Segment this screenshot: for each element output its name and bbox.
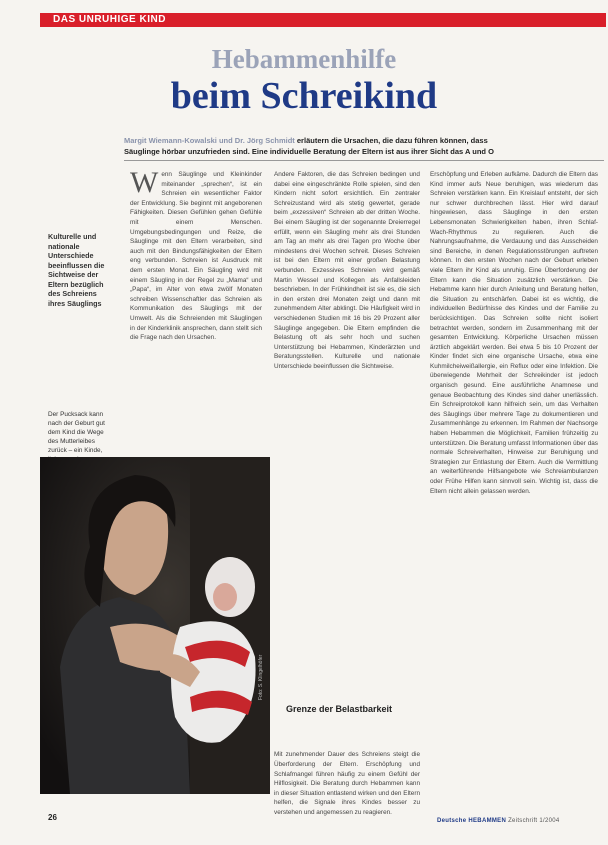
footer-issue: Zeitschrift 1/2004 <box>508 818 560 824</box>
body-text-2b: Mit zunehmender Dauer des Schreiens steigt die Überforderung der Eltern. Erschöpfung und Schlafmangel führen häufig zu einem Gefühl der Hilflosigkeit. Die Beratung durch Hebammen kann in dieser Situation entlastend wirken und den Eltern helfen, die Signale ihres Kindes besser zu verstehen und angemessen zu reagieren. <box>274 751 420 816</box>
title-line-1: Hebammenhilfe <box>211 44 397 74</box>
lead-text: erläutern die Ursachen, die dazu führen können, dass Säuglinge hörbar unzufrieden sind. Eine individuelle Beratung der Eltern ist aus ihrer Sicht das A und O <box>124 136 494 156</box>
sidebar-pull-quote: Kulturelle und nationale Unterschiede beeinflussen die Sichtweise der Eltern bezüglich des Schreiens ihres Säuglings <box>48 232 105 308</box>
footer <box>437 818 560 824</box>
title-line-2: beim Schreikind <box>170 75 438 117</box>
lead-authors: Margit Wiemann-Kowalski und Dr. Jörg Schmidt <box>124 136 295 145</box>
body-column-2 <box>274 170 420 520</box>
body-column-1 <box>130 170 262 458</box>
section-label: DAS UNRUHIGE KIND <box>53 14 166 25</box>
subheading: Grenze der Belastbarkeit <box>286 704 393 714</box>
body-text-3: Erschöpfung und Erleben aufkäme. Dadurch die Eltern das Kind immer aufs Neue beruhigen, was wiederum das Schreien verstärken kann. Ein Kreislauf entsteht, der sich nur schwer durchbrechen lässt. Hier wird darauf hingewiesen, dass Säuglinge in den ersten Lebensmonaten Schwierigkeiten haben, ihren Schlaf-Wach-Rhythmus zu regulieren. Auch die Nahrungsaufnahme, die Verdauung und das Ausscheiden sind Bereiche, in denen Regulationsstörungen auftreten können. In den ersten Wochen nach der Geburt erleben viele Eltern ihr Kind als unruhig. Eine Überforderung der Eltern kann die Situation zusätzlich verstärken. Die Hebamme kann hier durch Anleitung und Beratung helfen, die Situation zu entschärfen. Dabei ist es wichtig, die individuellen Bedürfnisse des Kindes und der Familie zu berücksichtigen. Das Schreien sollte nicht isoliert betrachtet werden, sondern im Zusammenhang mit der gesamten Entwicklung. Körperliche Ursachen müssen ärztlich abgeklärt werden. Bei etwa 5 bis 10 Prozent der Kinder findet sich eine organische Ursache, etwa eine Kuhmilcheiweißallergie, ein Reflux oder eine Infektion. Die überwiegende Mehrheit der Schreikinder ist jedoch organisch gesund. Eine ausführliche Anamnese und genaue Beobachtung des Kindes sind daher unerlässlich. Ein Schreiprotokoll kann hilfreich sein, um das Verhalten des Säuglings über mehrere Tage zu dokumentieren und Zusammenhänge zu erkennen. Im Rahmen der Nachsorge haben Hebammen die Möglichkeit, Familien frühzeitig zu unterstützen. Die Beratung umfasst Informationen über das normale Schreiverhalten, Hinweise zur Beruhigung und Strategien zur Entlastung der Eltern. Auch die Vermittlung an weiterführende Hilfsangebote wie Schreiambulanzen oder Frühe Hilfen kann sinnvoll sein. Wichtig ist, dass die Eltern nicht allein gelassen werden. <box>430 171 598 495</box>
photo-credit: Foto: S. Klingelhöfer <box>258 654 264 700</box>
photo-illustration <box>40 457 270 794</box>
body-column-3 <box>430 170 598 835</box>
body-column-2-lower <box>274 744 420 844</box>
photo-caption: Der Pucksack kann nach der Geburt gut dem Kind die Wege des Mutterleibes zurück – ein Kinde, <box>48 411 105 454</box>
page-number: 26 <box>48 813 57 822</box>
body-text-1: enn Säuglinge und Kleinkinder miteinander „sprechen“, ist ein Schreien ein wesentlicher Faktor der Entwicklung. Sie beginnt mit angeborenen Fähigkeiten. Diesen Gefühlen gehen Gefühle mit einem Menschen. Umgebungsbedingungen und Reize, die Säuglinge mit den Eltern verarbeiten, sind auch mit den Bindungsfähigkeiten der Eltern eng verbunden. Schreien ist Ausdruck mit dem ersten Monat. Ein Säugling wird mit einem Säugling in der Regel zu „Mama“ und „Papa“, im Alter von etwa zwölf Monaten schreiben Wissenschaftler das Schreien als Kommunikation des Säuglings mit der Umwelt. Als die Schreienden mit Säuglingen in der Kinderklinik ansprechen, dann stellt sich die Frage nach den Ursachen. <box>130 171 262 342</box>
mother-baby-photo <box>40 457 270 794</box>
footer-brand: Deutsche HEBAMMEN <box>437 818 507 824</box>
body-text-2: Andere Faktoren, die das Schreien bedingen und dabei eine eingeschränkte Rolle spielen, sind den Kindern nicht sofort ersichtlich. Ein zentraler Schreizustand wird als stetig gewertet, gerade beim „exzessiven“ Schreien ab der dritten Woche. Bei einem Säugling ist der sogenannte Dreierregel erfüllt, wenn ein Säugling mehr als drei Stunden am Tag an mehr als drei Tagen pro Woche über mindestens drei Wochen schreit. Dieses Schreien ist bei den Eltern mit einer großen Belastung verbunden. Exzessives Schreien wird gemäß Martin Wessel und Kollegen als Anfallsleiden beschrieben. In der Frühkindheit ist sie es, die sich in den ersten drei Monaten zeigt und dann mit zunehmendem Alter abklingt. Die Häufigkeit wird in verschiedenen Studien mit 16 bis 29 Prozent aller Säuglinge angegeben. Die Eltern empfinden die Belastung oft als sehr hoch und suchen Unterstützung bei Hebammen, Kinderärzten und Beratungsstellen. Kulturelle und nationale Unterschiede beeinflussen die Sichtweise. <box>274 171 420 370</box>
lead-paragraph <box>124 136 524 157</box>
drop-cap: W <box>130 170 159 199</box>
lead-divider <box>124 160 604 161</box>
